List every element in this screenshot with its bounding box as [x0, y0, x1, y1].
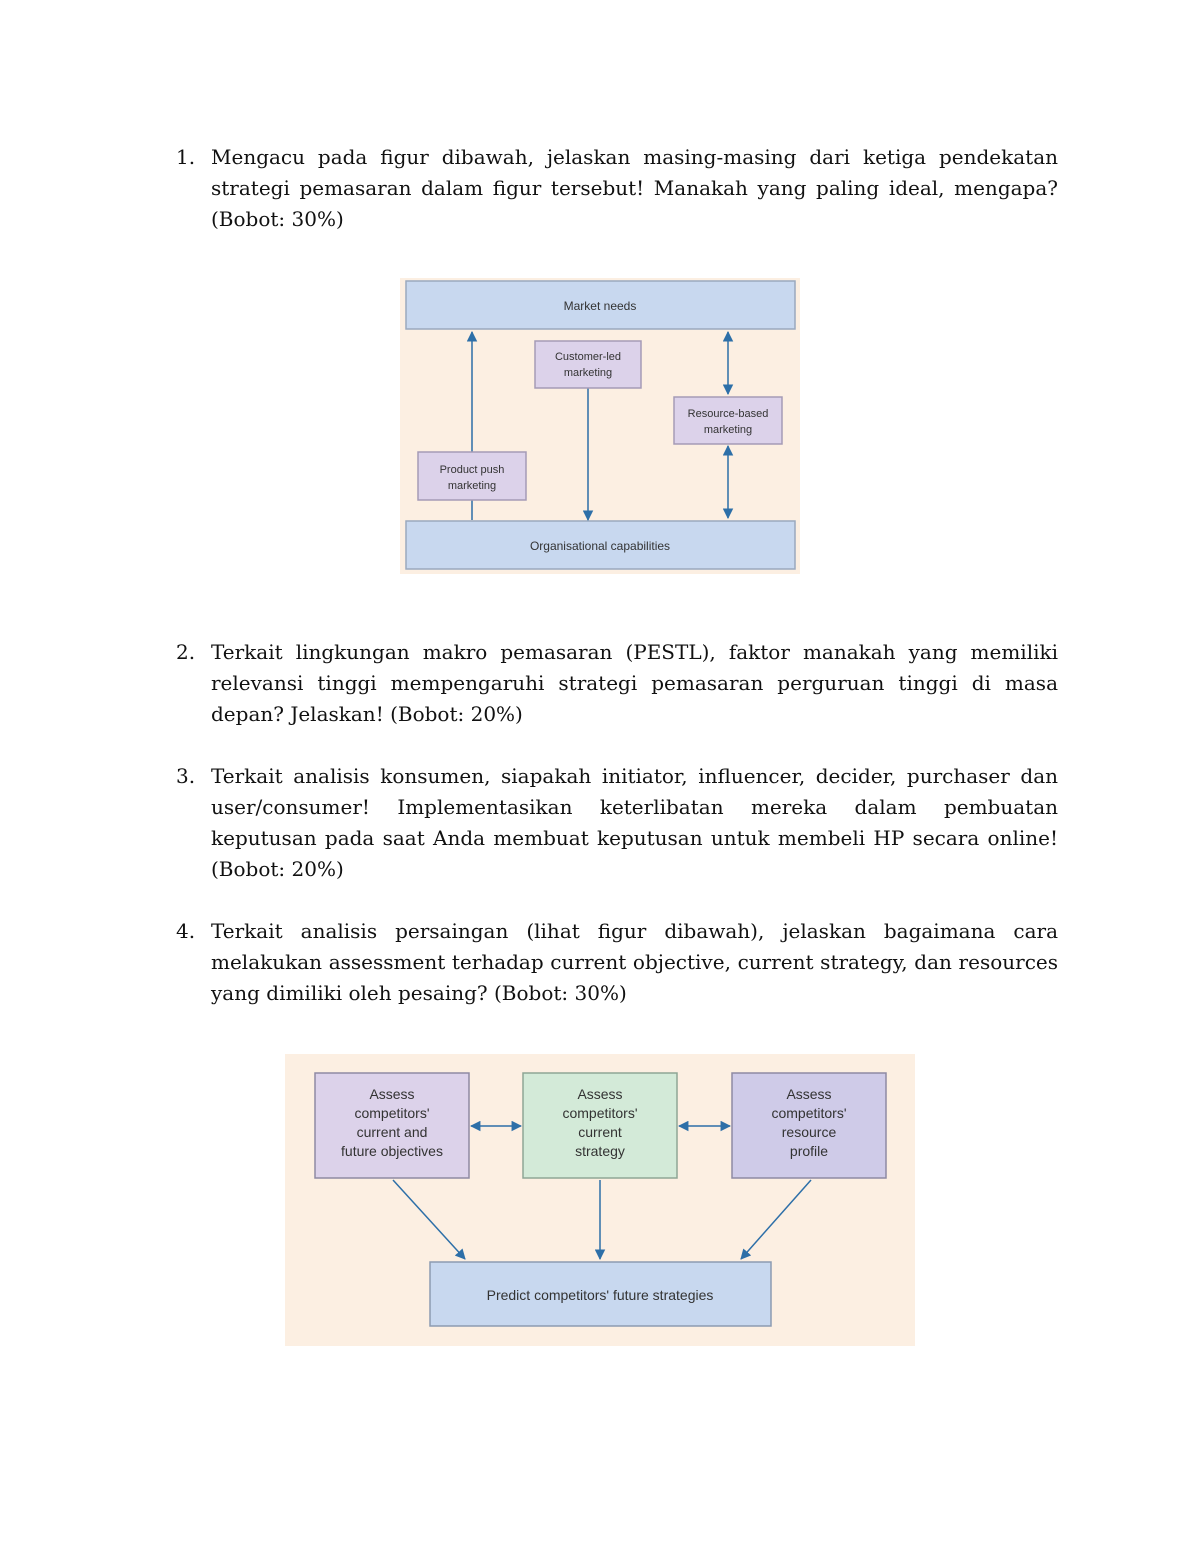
assess-strategy-line-4: strategy: [575, 1143, 625, 1159]
assess-resources-line-3: resource: [781, 1124, 837, 1140]
assess-strategy-line-2: competitors': [562, 1105, 638, 1121]
question-number: 1.: [176, 145, 196, 169]
customer-led-box: [535, 341, 641, 388]
question-text: Terkait analisis konsumen, siapakah initiator, influencer, decider, purchaser dan user/consumer! Implementasikan keterlibatan mereka dalam pembuatan keputusan pada saat Anda membuat keputusan untuk membeli HP secara online! (Bobot: 20%): [211, 764, 1058, 881]
product-push-label-1: Product push: [439, 464, 505, 476]
customer-led-label-2: marketing: [563, 367, 613, 379]
assess-objectives-line-2: competitors': [354, 1105, 430, 1121]
question-number: 3.: [176, 764, 196, 788]
org-capabilities-label: Organisational capabilities: [529, 539, 671, 553]
assess-resources-line-1: Assess: [786, 1086, 832, 1102]
question-number: 2.: [176, 640, 196, 664]
assess-resources-line-2: competitors': [771, 1105, 847, 1121]
question-text: Terkait lingkungan makro pemasaran (PESTL), faktor manakah yang memiliki relevansi tinggi mempengaruhi strategi pemasaran perguruan tinggi di masa depan? Jelaskan! (Bobot: 20%): [211, 640, 1058, 726]
question-2: [176, 637, 1058, 730]
customer-led-label-1: Customer-led: [554, 351, 622, 363]
resource-based-label-2: marketing: [703, 424, 753, 436]
assess-objectives-line-4: future objectives: [341, 1143, 443, 1159]
question-3: [176, 761, 1058, 885]
resource-based-label-1: Resource-based: [687, 408, 769, 420]
figure-competitor-analysis: [285, 1054, 915, 1346]
product-push-label-2: marketing: [447, 480, 497, 492]
assess-resources-line-4: profile: [789, 1143, 829, 1159]
predict-label: Predict competitors' future strategies: [486, 1287, 714, 1303]
question-4: [176, 916, 1058, 1009]
assess-strategy-line-1: Assess: [577, 1086, 623, 1102]
resource-based-box: [674, 397, 782, 444]
question-text: Terkait analisis persaingan (lihat figur dibawah), jelaskan bagaimana cara melakukan assessment terhadap current objective, current strategy, dan resources yang dimiliki oleh pesaing? (Bobot: 30%): [211, 919, 1058, 1005]
product-push-box: [418, 452, 526, 500]
question-text: Mengacu pada figur dibawah, jelaskan masing-masing dari ketiga pendekatan strategi pemasaran dalam figur tersebut! Manakah yang paling ideal, mengapa? (Bobot: 30%): [211, 145, 1058, 231]
question-number: 4.: [176, 919, 196, 943]
market-needs-label: Market needs: [563, 299, 637, 313]
question-1: [176, 142, 1058, 235]
assess-strategy-line-3: current: [578, 1124, 622, 1140]
assess-objectives-line-1: Assess: [369, 1086, 415, 1102]
assess-objectives-line-3: current and: [356, 1124, 428, 1140]
figure-marketing-approaches: [400, 278, 800, 574]
